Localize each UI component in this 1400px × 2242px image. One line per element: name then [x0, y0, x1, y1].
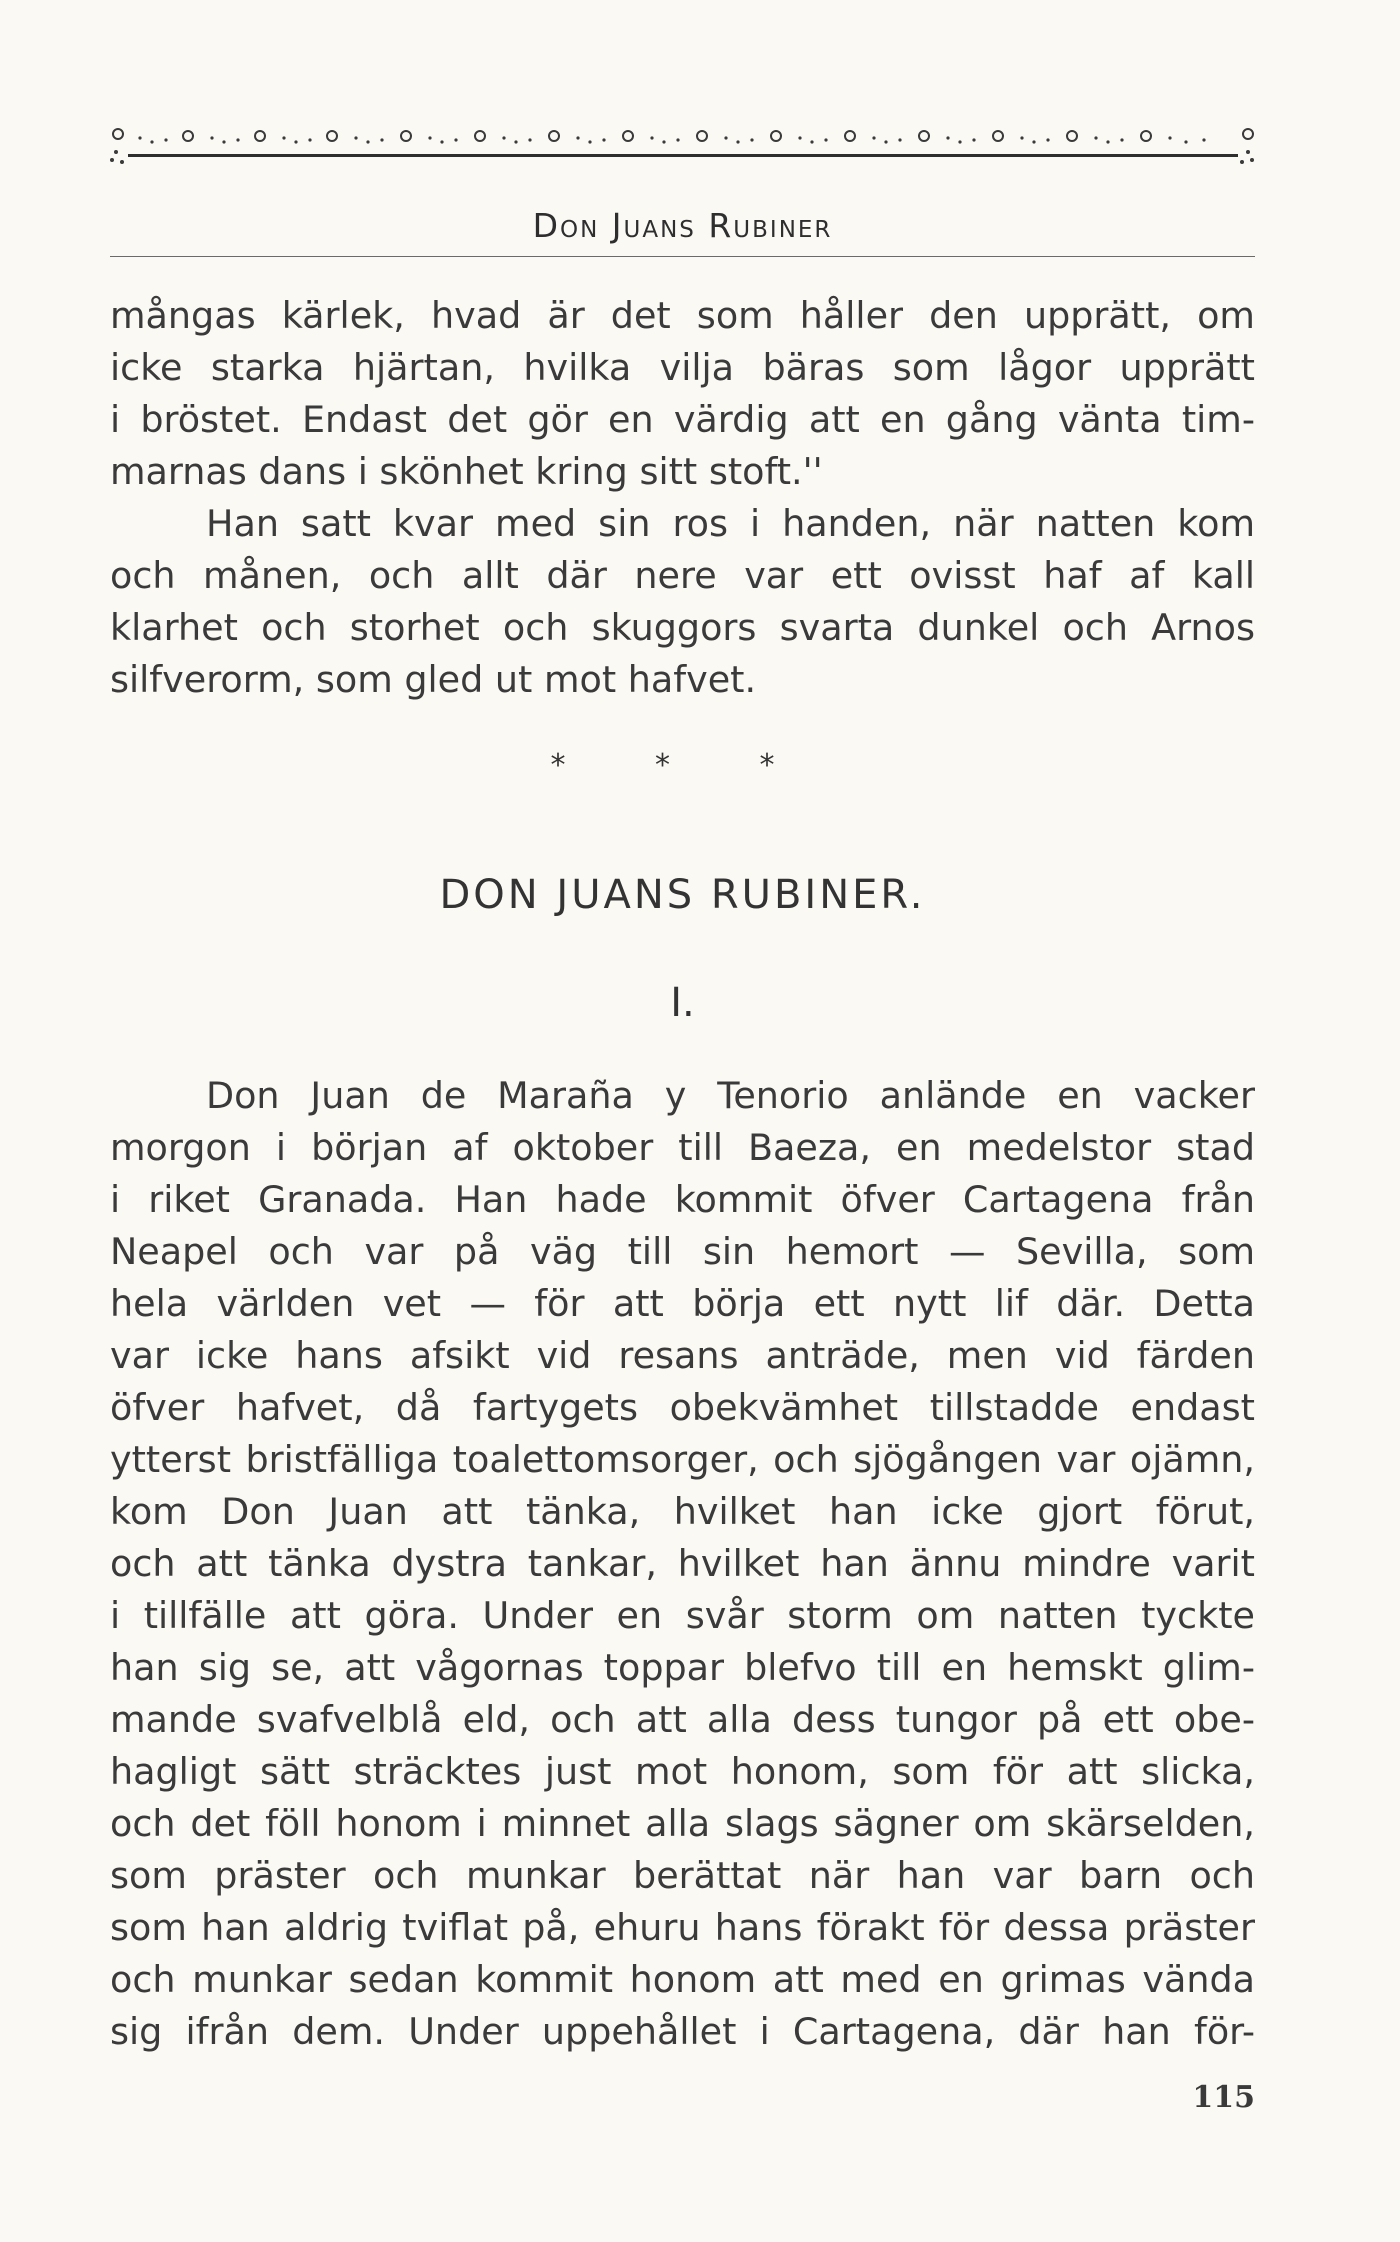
text-line: öfver hafvet, då fartygets obekvämhet tillstadde endast: [110, 1386, 1255, 1429]
section-break: * * *: [550, 748, 815, 783]
text-line: hagligt sätt sträcktes just mot honom, som för att slicka,: [110, 1750, 1255, 1793]
page-number: 115: [1192, 2080, 1255, 2115]
running-head: Don Juans Rubiner: [532, 206, 833, 245]
text-line: klarhet och storhet och skuggors svarta dunkel och Arnos: [110, 606, 1255, 649]
text-line: icke starka hjärtan, hvilka vilja bäras som lågor upprätt: [110, 346, 1255, 389]
text-line: som han aldrig tviflat på, ehuru hans förakt för dessa präster: [110, 1906, 1255, 1949]
text-line: kom Don Juan att tänka, hvilket han icke gjort förut,: [110, 1490, 1255, 1533]
text-line: och att tänka dystra tankar, hvilket han ännu mindre varit: [110, 1542, 1255, 1585]
text-line: silfverorm, som gled ut mot hafvet.: [110, 658, 757, 701]
chapter-number: I.: [670, 980, 695, 1026]
chapter-title: DON JUANS RUBINER.: [439, 872, 926, 918]
text-line: i riket Granada. Han hade kommit öfver Cartagena från: [110, 1178, 1255, 1221]
text-line: i tillfälle att göra. Under en svår storm om natten tyckte: [110, 1594, 1255, 1637]
text-line: sig ifrån dem. Under uppehållet i Cartagena, där han för-: [110, 2010, 1255, 2053]
opening-text: [110, 290, 1255, 706]
text-line: var icke hans afsikt vid resans anträde, men vid färden: [110, 1334, 1255, 1377]
text-line: och det föll honom i minnet alla slags sägner om skärselden,: [110, 1802, 1255, 1845]
text-line: han sig se, att vågornas toppar blefvo till en hemskt glim-: [110, 1646, 1255, 1689]
text-line: marnas dans i skönhet kring sitt stoft.'': [110, 450, 823, 493]
text-line: hela världen vet — för att börja ett nytt lif där. Detta: [110, 1282, 1255, 1325]
text-line: Han satt kvar med sin ros i handen, när natten kom: [206, 502, 1255, 545]
text-line: mande svafvelblå eld, och att alla dess tungor på ett obe-: [110, 1698, 1255, 1741]
text-line: och munkar sedan kommit honom att med en grimas vända: [110, 1958, 1255, 2001]
text-line: i bröstet. Endast det gör en värdig att en gång vänta tim-: [110, 398, 1255, 441]
text-line: som präster och munkar berättat när han var barn och: [110, 1854, 1255, 1897]
text-line: mångas kärlek, hvad är det som håller den upprätt, om: [110, 294, 1255, 337]
book-page: [110, 0, 1255, 2242]
chapter-text: [110, 1070, 1255, 2058]
text-line: Don Juan de Maraña y Tenorio anlände en vacker: [206, 1074, 1255, 1117]
text-line: ytterst bristfälliga toalettomsorger, och sjögången var ojämn,: [110, 1438, 1255, 1481]
text-line: och månen, och allt där nere var ett ovisst haf af kall: [110, 554, 1255, 597]
text-line: Neapel och var på väg till sin hemort — Sevilla, som: [110, 1230, 1255, 1273]
text-line: morgon i början af oktober till Baeza, en medelstor stad: [110, 1126, 1255, 1169]
header-ornament: [110, 118, 1255, 172]
header-rule: [110, 256, 1255, 257]
